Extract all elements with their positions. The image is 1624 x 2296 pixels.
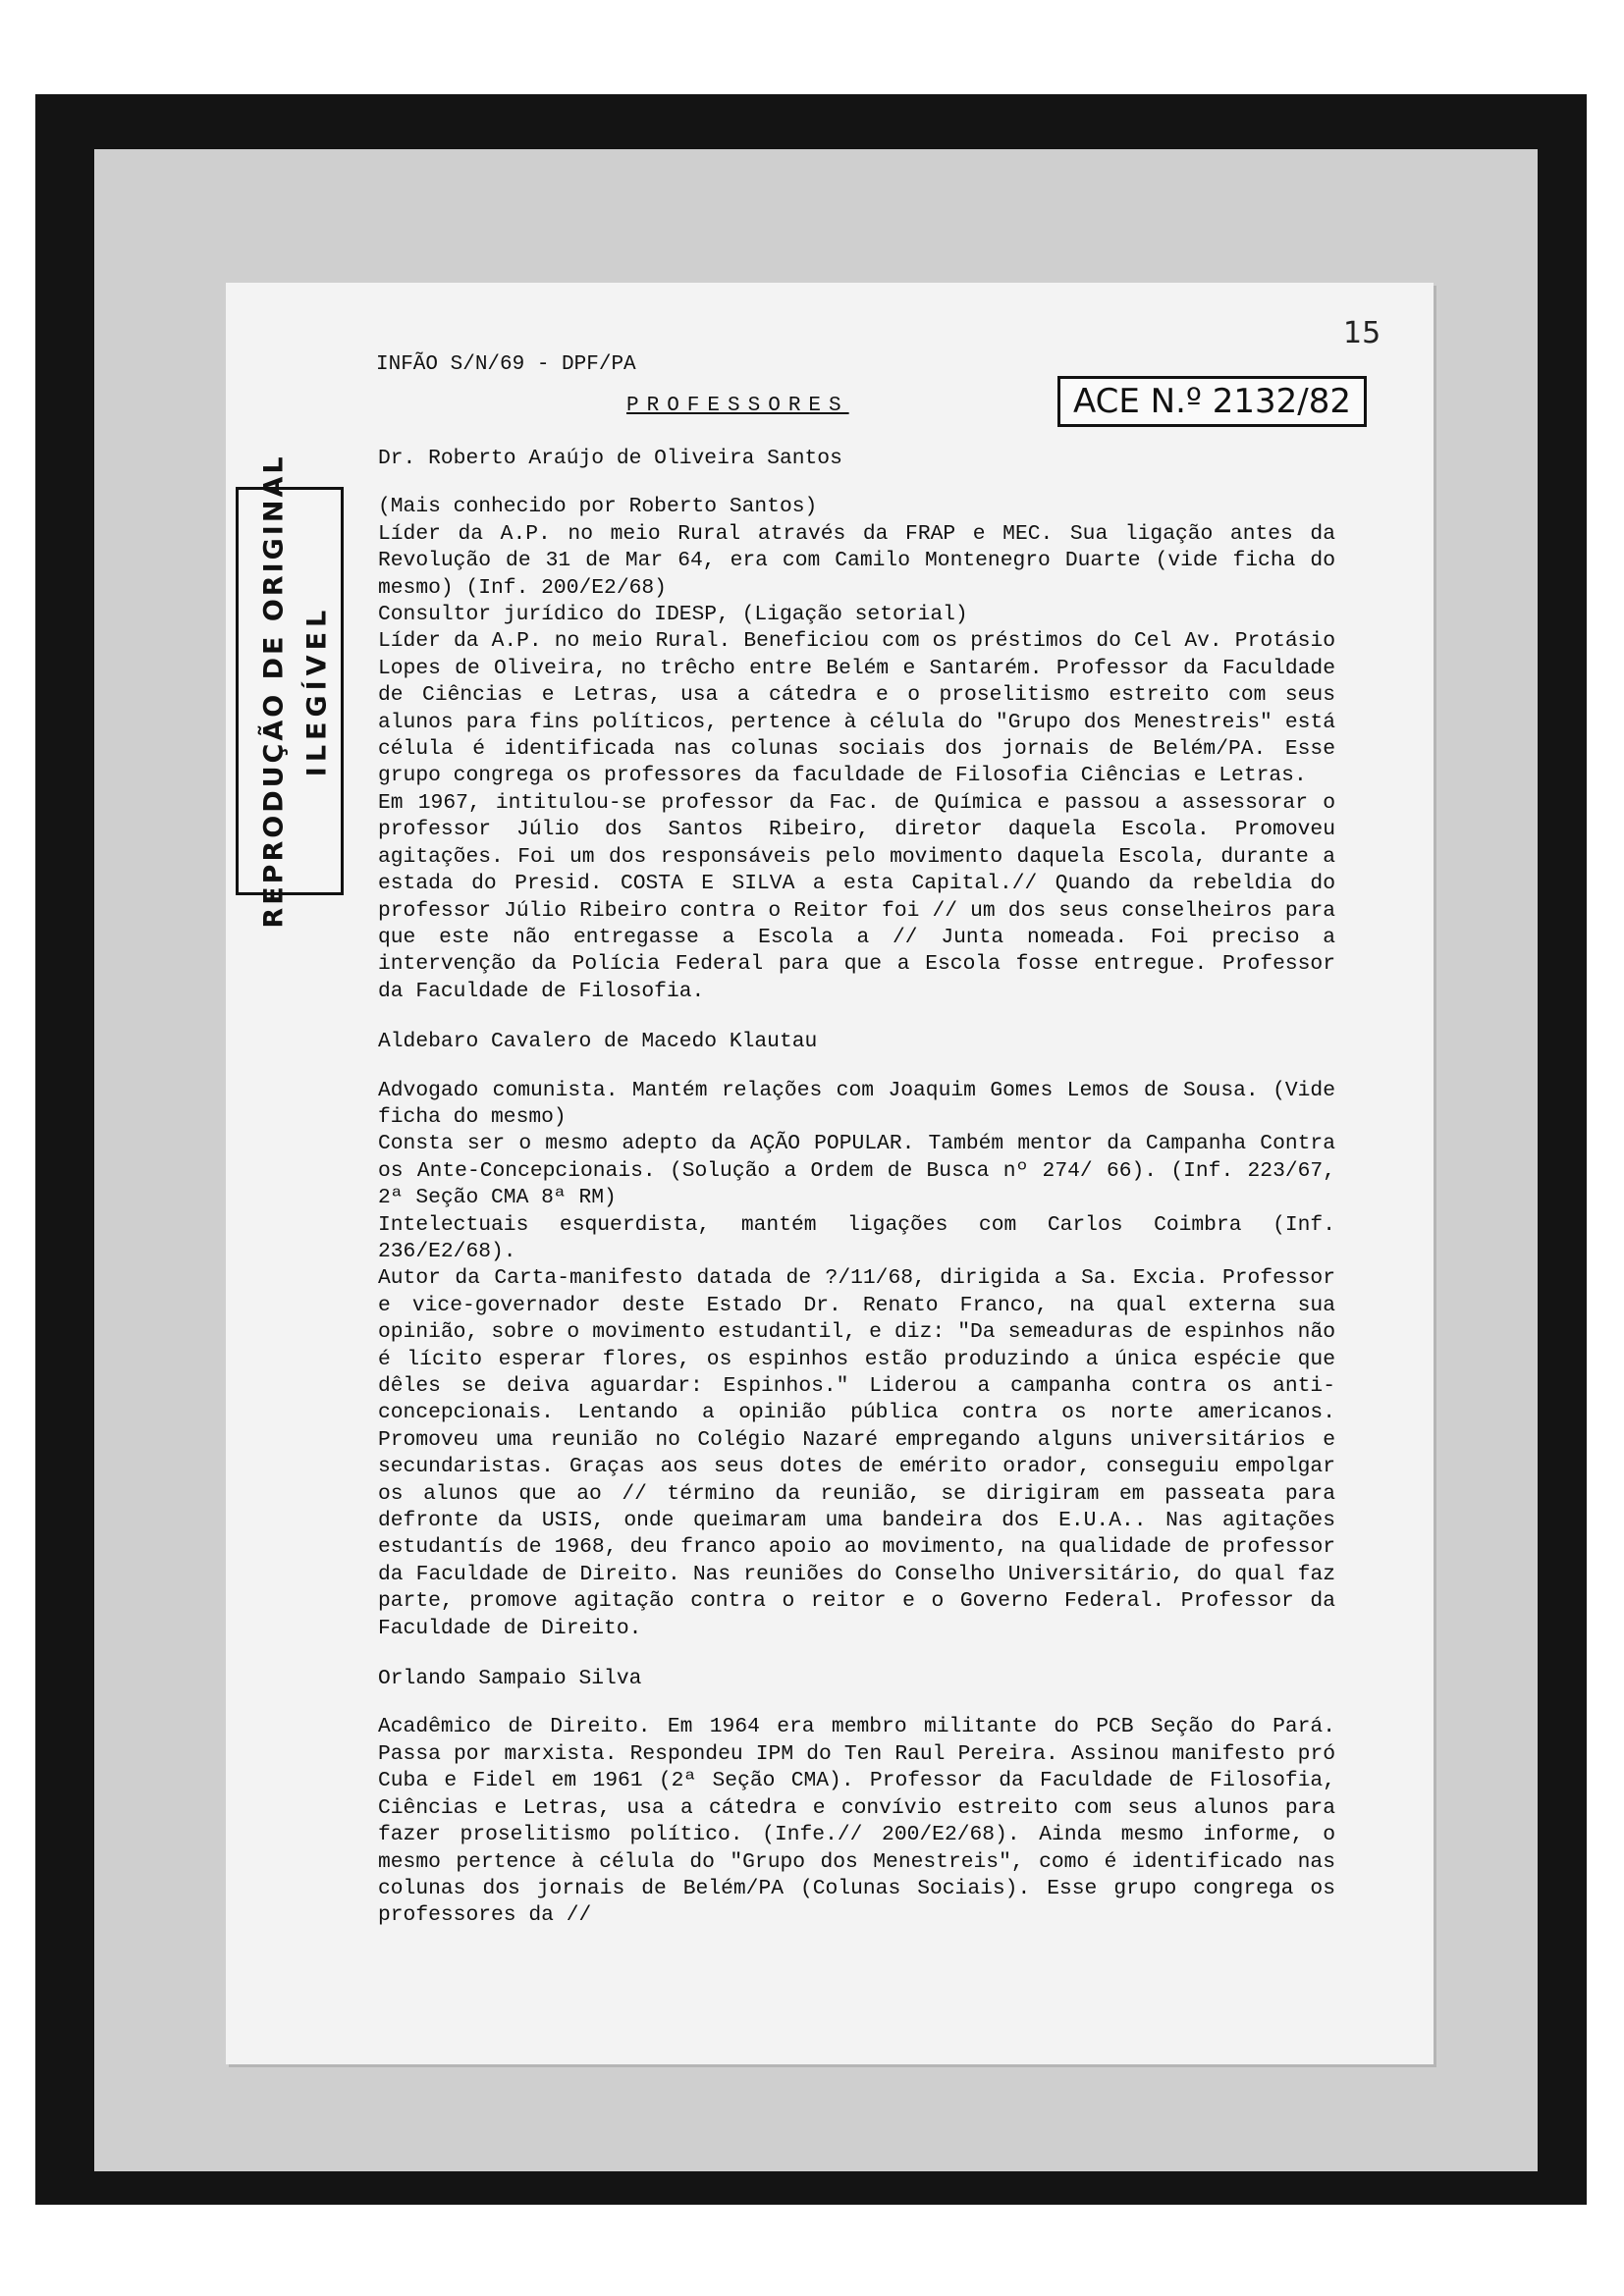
entry-paragraph: Acadêmico de Direito. Em 1964 era membro militante do PCB Seção do Pará. Passa por marxista. Respondeu IPM do Ten Raul Pereira. Assinou manifesto pró Cuba e Fidel em 1961 (2ª Seção CMA). Professor da Faculdade de Filosofia, Ciências e Letras, usa a cátedra e convívio estreito com seus alunos para fazer proselitismo político. (Infe.// 200/E2/68). Ainda mesmo informe, o mesmo pertence à célula do "Grupo dos Menestreis", como é identificado nas colunas dos jornais de Belém/PA (Colunas Sociais). Esse grupo congrega os professores da // [378, 1715, 1335, 1928]
entry-paragraph: (Mais conhecido por Roberto Santos) [378, 495, 818, 519]
ace-number-stamp: ACE N.º 2132/82 [1057, 376, 1367, 427]
reproduction-stamp-line2: ILEGÍVEL [301, 605, 333, 777]
entry-name: Aldebaro Cavalero de Macedo Klautau [378, 1030, 818, 1054]
entry-paragraph: Intelectuais esquerdista, mantém ligações com Carlos Coimbra (Inf. 236/E2/68). [378, 1212, 1335, 1263]
spacer [378, 1005, 1335, 1025]
entry-paragraph: Autor da Carta-manifesto datada de ?/11/68, dirigida a Sa. Excia. Professor e vice-governador deste Estado Dr. Renato Franco, na qual externa sua opinião, sobre o movimento estudantil, e diz: "Da semeaduras de espinhos não é lícito esperar flores, os espinhos estão produzindo a única espécie que dêles se deiva aguardar: Espinhos." Liderou a campanha contra os anti-concepcionais. Lentando a opinião pública contra os norte americanos. Promoveu uma reunião no Colégio Nazaré empregando alguns universitários e secundaristas. Graças aos seus dotes de emérito orador, conseguiu empolgar os alunos que ao // término da reunião, se dirigiram em passeata para defronte da USIS, onde queimaram uma bandeira dos E.U.A.. Nas agitações estudantís de 1968, deu franco apoio ao movimento, na qualidade de professor da Faculdade de Direito. Nas reuniões do Conselho Universitário, do qual faz parte, promove agitação contra o reitor e o Governo Federal. Professor da Faculdade de Direito. [378, 1266, 1335, 1640]
entry-paragraph: Advogado comunista. Mantém relações com Joaquim Gomes Lemos de Sousa. (Vide ficha do mesmo) [378, 1078, 1335, 1129]
entry-paragraph: Líder da A.P. no meio Rural. Beneficiou com os préstimos do Cel Av. Protásio Lopes de Oliveira, no trêcho entre Belém e Santarém. Professor da Faculdade de Ciências e Letras, usa a cátedra e o proselitismo estreito com seus alunos para fins políticos, pertence à célula do "Grupo dos Menestreis" está célula é identificada nas colunas sociais dos jornais de Belém/PA. Esse grupo congrega os professores da faculdade de Filosofia Ciências e Letras. [378, 629, 1335, 788]
section-title: PROFESSORES [626, 395, 849, 417]
entry-paragraph: Consta ser o mesmo adepto da AÇÃO POPULAR. Também mentor da Campanha Contra os Ante-Concepcionais. (Solução a Ordem de Busca nº 274/ 66). (Inf. 223/67, 2ª Seção CMA 8ª RM) [378, 1132, 1335, 1210]
entry-paragraph: Em 1967, intitulou-se professor da Fac. de Química e passou a assessorar o professor Júlio dos Santos Ribeiro, diretor daquela Escola. Promoveu agitações. Foi um dos responsáveis pelo movimento daquela Escola, durante a estada do Presid. COSTA E SILVA a esta Capital.// Quando da rebeldia do professor Júlio Ribeiro contra o Reitor foi // um dos seus conselheiros para que este não entregasse a Escola a // Junta nomeada. Foi preciso a intervenção da Polícia Federal para que a Escola fosse entregue. Professor da Faculdade de Filosofia. [378, 790, 1335, 1003]
entry-paragraph: Consultor jurídico do IDESP, (Ligação setorial) [378, 603, 968, 627]
entry-name: Orlando Sampaio Silva [378, 1667, 642, 1691]
reproduction-stamp-line1: REPRODUÇÃO DE ORIGINAL [258, 454, 290, 929]
handwritten-page-number: 15 [1343, 316, 1381, 350]
entry-roberto-santos [378, 446, 1335, 1005]
document-reference: INFÃO S/N/69 - DPF/PA [376, 353, 636, 376]
spacer [378, 1642, 1335, 1662]
entry-aldebaro-klautau [378, 1029, 1335, 1642]
reproduction-stamp [236, 454, 344, 929]
entry-paragraph: Líder da A.P. no meio Rural através da FRAP e MEC. Sua ligação antes da Revolução de 31 de Mar 64, era com Camilo Montenegro Duarte (vide ficha do mesmo) (Inf. 200/E2/68) [378, 521, 1335, 600]
entry-name: Dr. Roberto Araújo de Oliveira Santos [378, 447, 842, 470]
document-body [378, 442, 1335, 1930]
entry-orlando-silva [378, 1666, 1335, 1930]
